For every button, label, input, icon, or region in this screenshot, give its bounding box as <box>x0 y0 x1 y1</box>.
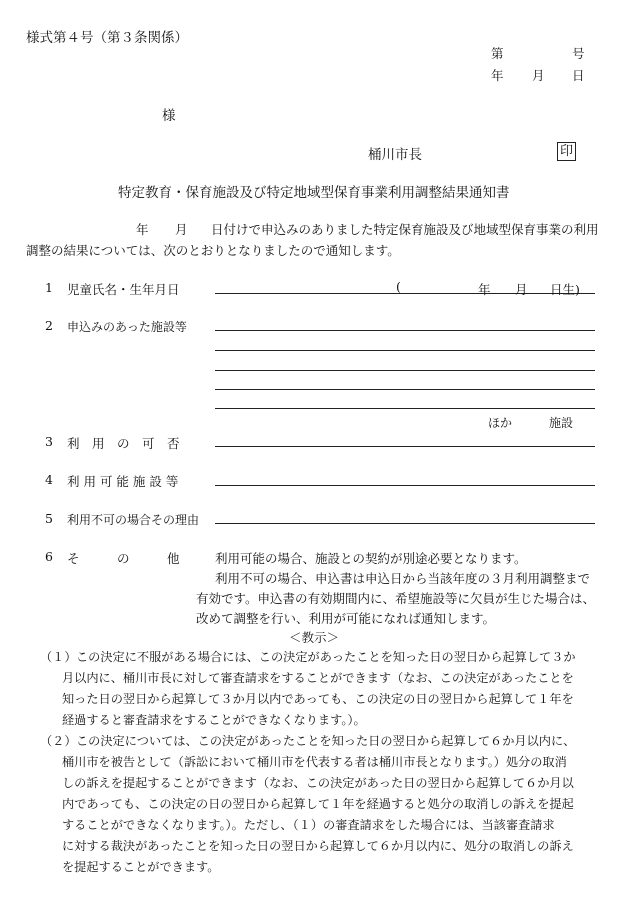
notice-line: 知った日の翌日から起算して３か月以内であっても、この決定の日の翌日から起算して１年を <box>62 692 574 706</box>
item-number: 2 <box>45 318 53 333</box>
availability-underline <box>215 446 595 447</box>
document-title: 特定教育・保育施設及び特定地域型保育事業利用調整結果通知書 <box>118 185 510 201</box>
rejection-reason-underline <box>215 523 595 524</box>
date-year: 年 <box>491 68 504 83</box>
item-number: 4 <box>45 472 53 487</box>
notice-line: この決定については、この決定があったことを知った日の翌日から起算して６か月以内に、 <box>76 734 576 748</box>
addressee-suffix: 様 <box>162 108 176 124</box>
other-text-line: 利用可能の場合、施設との契約が別途必要となります。 <box>215 551 527 566</box>
child-name-underline <box>215 293 595 294</box>
issuer-name: 桶川市長 <box>368 147 422 163</box>
notice-line: 内であっても、この決定の日の翌日から起算して１年を経過すると処分の取消しの訴えを提起 <box>62 797 574 811</box>
intro-line1: 日付けで申込みのありました特定保育施設及び地域型保育事業の利用 <box>211 222 599 237</box>
notice-line: を提起することができます。 <box>62 860 220 874</box>
notice-line: この決定に不服がある場合には、この決定があったことを知った日の翌日から起算して３か <box>76 650 576 664</box>
intro-year: 年 <box>136 222 149 237</box>
seal-mark: 印 <box>557 142 576 161</box>
facility-line-3 <box>215 370 595 371</box>
facility-line-5 <box>215 408 595 409</box>
available-facility-underline <box>215 485 595 486</box>
item-number: 3 <box>45 434 53 449</box>
item-label-rejection-reason: 利用不可の場合その理由 <box>67 513 200 527</box>
intro-line2: 調整の結果については、次のとおりとなりましたので通知します。 <box>26 243 400 258</box>
item-number: 5 <box>45 511 53 526</box>
other-text-line: 利用不可の場合、申込書は申込日から当該年度の３月利用調整まで <box>215 571 591 586</box>
item-number: 1 <box>45 280 53 295</box>
item-label-applied-facilities: 申込みのあった施設等 <box>67 320 187 334</box>
other-text-line: 有効です。申込書の有効期間内に、希望施設等に欠員が生じた場合は、 <box>196 591 596 606</box>
item-label-other: そ の 他 <box>67 551 180 566</box>
doc-number-prefix: 第 <box>491 46 504 61</box>
hoka-label: ほか <box>488 416 513 430</box>
item-label-available-facility: 利 用 可 能 施 設 等 <box>67 474 179 489</box>
notice-line: 桶川市を被告として（訴訟において桶川市を代表する者は桶川市長となります。）処分の取消 <box>62 755 567 769</box>
birth-day: 日生) <box>550 282 580 297</box>
notice-line: に対する裁決があったことを知った日の翌日から起算して６か月以内に、処分の取消しの訴え <box>62 839 574 853</box>
other-text-line: 改めて調整を行い、利用が可能になれば通知します。 <box>196 611 496 626</box>
birth-open: ( <box>396 279 401 294</box>
item-number: 6 <box>45 549 53 564</box>
date-day: 日 <box>572 68 585 83</box>
notice-number: （１） <box>40 650 77 664</box>
kyoji-heading: ＜教示＞ <box>289 630 340 645</box>
intro-month: 月 <box>175 222 188 237</box>
doc-number-suffix: 号 <box>572 46 585 61</box>
item-label-availability: 利 用 の 可 否 <box>67 436 180 451</box>
birth-year: 年 <box>478 282 491 297</box>
notice-line: 経過すると審査請求をすることができなくなります。）。 <box>62 713 366 727</box>
birth-month: 月 <box>515 282 528 297</box>
shisetsu-label: 施設 <box>549 416 574 430</box>
notice-line: することができなくなります。）。ただし、（１）の審査請求をした場合には、当該審査請求 <box>62 818 555 832</box>
notice-line: しの訴えを提起することができます（なお、この決定があった日の翌日から起算して６か月以 <box>62 776 574 790</box>
notice-line: 月以内に、桶川市長に対して審査請求をすることができます（なお、この決定があったことを <box>62 671 574 685</box>
date-month: 月 <box>532 68 545 83</box>
facility-line-1 <box>215 330 595 331</box>
notice-number: （２） <box>40 734 77 748</box>
facility-line-4 <box>215 389 595 390</box>
form-number: 様式第４号（第３条関係） <box>26 30 188 46</box>
item-label-child-name: 児童氏名・生年月日 <box>67 282 180 297</box>
facility-line-2 <box>215 350 595 351</box>
